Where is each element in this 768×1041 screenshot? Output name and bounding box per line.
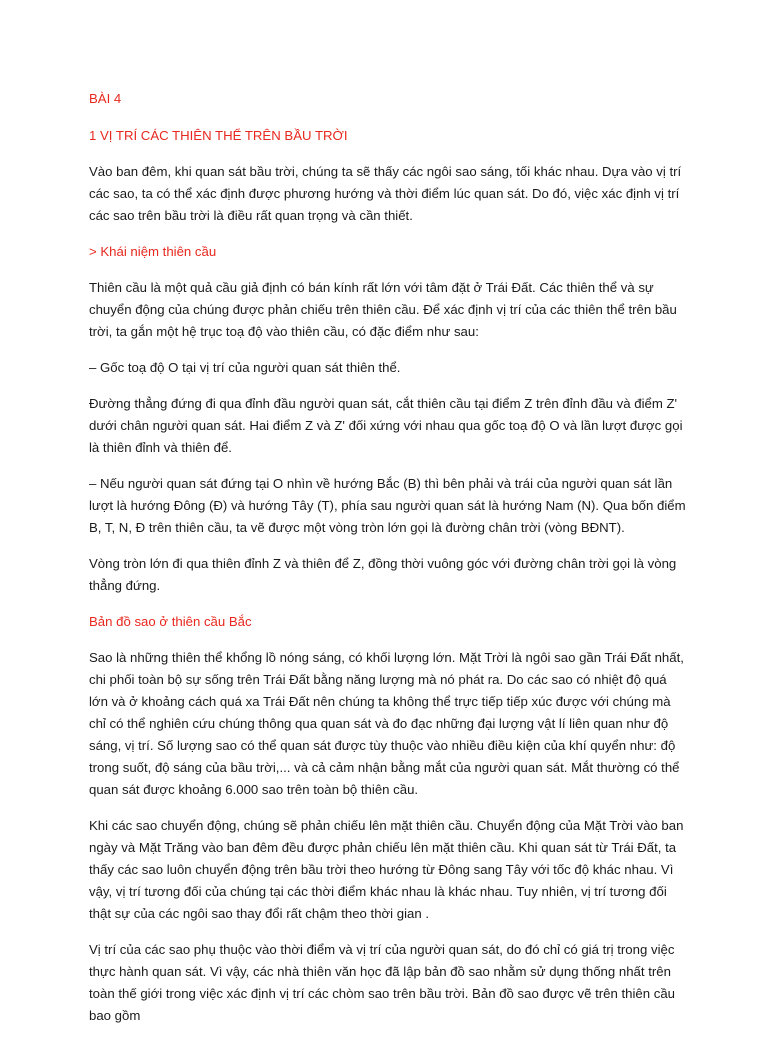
motion-paragraph: Khi các sao chuyển động, chúng sẽ phản chiếu lên mặt thiên cầu. Chuyển động của Mặt Trời vào ban ngày và Mặt Trăng vào ban đêm đều được phản chiếu lên mặt thiên cầu. Khi quan sát từ Trái Đất, ta thấy các sao luôn chuyển động trên bầu trời theo hướng từ Đông sang Tây với tốc độ khác nhau. Vì vậy, vị trí tương đối của chúng tại các thời điểm khác nhau là khác nhau. Tuy nhiên, vị trí tương đối thật sự của các ngôi sao thay đổi rất chậm theo thời gian . <box>89 818 684 921</box>
section-title: 1 VỊ TRÍ CÁC THIÊN THỂ TRÊN BẦU TRỜI <box>89 128 348 143</box>
zenith-nadir-paragraph: Đường thẳng đứng đi qua đỉnh đầu người quan sát, cắt thiên cầu tại điểm Z trên đỉnh đầu và điểm Z' dưới chân người quan sát. Hai điểm Z và Z' đối xứng với nhau qua gốc toạ độ O và lần lượt được gọi là thiên đỉnh và thiên để. <box>89 396 683 455</box>
position-paragraph: Vị trí của các sao phụ thuộc vào thời điểm và vị trí của người quan sát, do đó chỉ có giá trị trong việc thực hành quan sát. Vì vậy, các nhà thiên văn học đã lập bản đồ sao nhằm sử dụng thống nhất trên toàn thế giới trong việc xác định vị trí các chòm sao trên bầu trời. Bản đồ sao được vẽ trên thiên cầu bao gồm <box>89 942 676 1023</box>
lesson-label: BÀI 4 <box>89 91 122 106</box>
subheading-star-map: Bản đồ sao ở thiên cầu Bắc <box>89 614 252 629</box>
intro-paragraph: Vào ban đêm, khi quan sát bầu trời, chúng ta sẽ thấy các ngôi sao sáng, tối khác nhau. Dựa vào vị trí các sao, ta có thể xác định được phương hướng và thời điểm lúc quan sát. Do đó, việc xác định vị trí các sao trên bầu trời là điều rất quan trọng và cần thiết. <box>89 164 682 223</box>
origin-point-paragraph: – Gốc toạ độ O tại vị trí của người quan sát thiên thể. <box>89 360 401 375</box>
stars-paragraph: Sao là những thiên thể khổng lồ nóng sáng, có khối lượng lớn. Mặt Trời là ngôi sao gần Trái Đất nhất, chi phối toàn bộ sự sống trên Trái Đất bằng năng lượng mà nó phát ra. Do các sao có nhiệt độ quá lớn và ở khoảng cách quá xa Trái Đất nên chúng ta không thể trực tiếp tiếp xúc được với chúng mà chỉ có thể nghiên cứu chúng thông qua quan sát và đo đạc những đại lượng vật lí liên quan như độ sáng, vị trí. Số lượng sao có thể quan sát được tùy thuộc vào nhiều điều kiện của khí quyển như: độ trong suốt, độ sáng của bầu trời,... và cả cảm nhận bằng mắt của người quan sát. Mắt thường có thể quan sát được khoảng 6.000 sao trên toàn bộ thiên cầu. <box>89 650 684 797</box>
document-page <box>89 88 689 1041</box>
celestial-sphere-definition: Thiên cầu là một quả cầu giả định có bán kính rất lớn với tâm đặt ở Trái Đất. Các thiên thể và sự chuyển động của chúng được phản chiếu trên thiên cầu. Để xác định vị trí của các thiên thể trên bầu trời, ta gắn một hệ trục toạ độ vào thiên cầu, có đặc điểm như sau: <box>89 280 677 339</box>
subheading-celestial-sphere: > Khái niệm thiên cầu <box>89 244 217 259</box>
horizon-paragraph: – Nếu người quan sát đứng tại O nhìn về hướng Bắc (B) thì bên phải và trái của người quan sát lần lượt là hướng Đông (Đ) và hướng Tây (T), phía sau người quan sát là hướng Nam (N). Qua bốn điểm B, T, N, Đ trên thiên cầu, ta vẽ được một vòng tròn lớn gọi là đường chân trời (vòng BĐNT). <box>89 476 686 535</box>
vertical-circle-paragraph: Vòng tròn lớn đi qua thiên đỉnh Z và thiên để Z, đồng thời vuông góc với đường chân trời gọi là vòng thẳng đứng. <box>89 556 677 593</box>
